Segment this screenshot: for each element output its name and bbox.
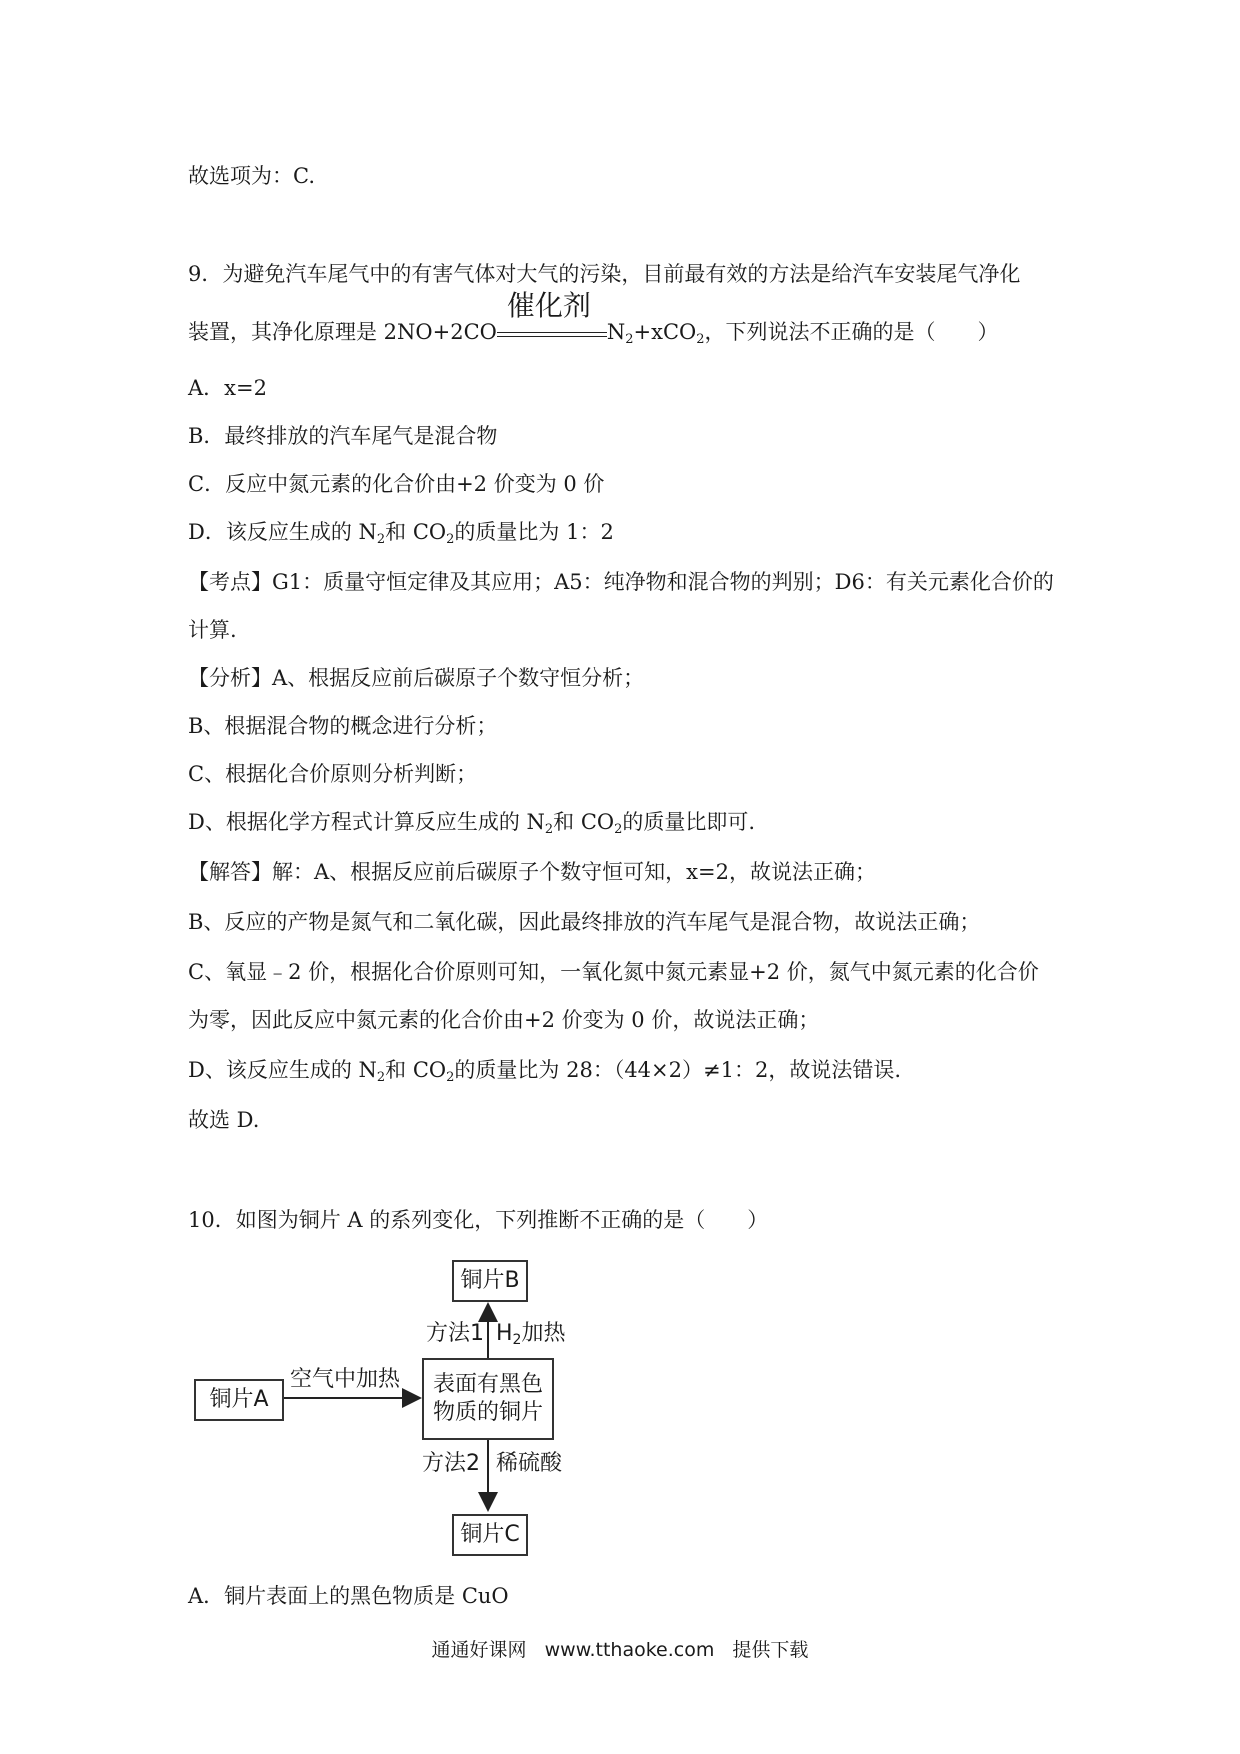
- kaodian-line1: 【考点】G1：质量守恒定律及其应用；A5：纯净物和混合物的判别；D6：有关元素化合价的: [188, 570, 1054, 594]
- q9-xco: +xCO: [633, 320, 697, 344]
- box-copper-a: 铜片A: [194, 1379, 284, 1421]
- q9-option-d: [188, 518, 614, 554]
- jieda-line2: B、反应的产物是氮气和二氧化碳，因此最终排放的汽车尾气是混合物，故说法正确；: [188, 910, 981, 934]
- label-h2-heating: [496, 1316, 565, 1348]
- jieda-line1: 【解答】解：A、根据反应前后碳原子个数守恒可知，x=2，故说法正确；: [188, 860, 876, 884]
- q9-stem-line1: 9．为避免汽车尾气中的有害气体对大气的污染，目前最有效的方法是给汽车安装尾气净化: [188, 262, 1021, 286]
- text: H: [496, 1321, 513, 1346]
- fenxi-line2: B、根据混合物的概念进行分析；: [188, 714, 498, 738]
- box-black-copper: [422, 1358, 554, 1440]
- page-footer: [0, 1635, 1240, 1662]
- fenxi-line1: 【分析】A、根据反应前后碳原子个数守恒分析；: [188, 666, 645, 690]
- text: 的质量比即可.: [622, 810, 756, 834]
- q9-option-b: B．最终排放的汽车尾气是混合物: [188, 424, 498, 448]
- q9-option-c: C．反应中氮元素的化合价由+2 价变为 0 价: [188, 472, 605, 496]
- copper-flow-diagram: [190, 1258, 570, 1558]
- q9-option-a: A．x=2: [188, 376, 267, 400]
- label-method2: 方法2: [422, 1451, 480, 1476]
- jieda-line3: C、氧显﹣2 价，根据化合价原则可知，一氧化氮中氮元素显+2 价，氮气中氮元素的化合价: [188, 960, 1039, 984]
- catalyst-label: 催化剂: [506, 289, 591, 322]
- subscript: 2: [376, 532, 386, 547]
- label-air-heating: 空气中加热: [290, 1367, 401, 1392]
- text: D．该反应生成的 N: [188, 520, 377, 544]
- q9-stem-line2: [188, 289, 999, 354]
- catalyst-arrow: [497, 289, 607, 346]
- q9-question: ，下列说法不正确的是（ ）: [704, 320, 999, 344]
- fenxi-line3: C、根据化合价原则分析判断；: [188, 762, 478, 786]
- subscript: 2: [614, 822, 623, 837]
- q9-n: N: [606, 320, 626, 344]
- fenxi-line4: [188, 808, 755, 844]
- subscript: 2: [625, 332, 634, 347]
- footer-url[interactable]: www.tthaoke.com: [544, 1639, 715, 1661]
- text: D、根据化学方程式计算反应生成的 N: [188, 810, 545, 834]
- text: 加热: [521, 1321, 566, 1346]
- subscript: 2: [446, 1070, 455, 1085]
- label-method1: 方法1: [426, 1321, 484, 1346]
- kaodian-line2: 计算.: [188, 618, 237, 642]
- text: 表面有黑色: [432, 1372, 543, 1397]
- text: 的质量比为 28：（44×2）≠1：2，故说法错误.: [454, 1058, 901, 1082]
- text: 和 CO: [385, 520, 447, 544]
- text: 的质量比为 1：2: [454, 520, 614, 544]
- box-copper-b: 铜片B: [452, 1260, 528, 1302]
- subscript: 2: [512, 1332, 522, 1348]
- q9-reactants: 装置，其净化原理是 2NO+2CO: [188, 320, 497, 344]
- box-copper-c: 铜片C: [452, 1514, 528, 1556]
- q10-stem: 10．如图为铜片 A 的系列变化，下列推断不正确的是（ ）: [188, 1208, 769, 1232]
- subscript: 2: [696, 332, 705, 347]
- footer-download-text: 提供下载: [732, 1639, 809, 1661]
- text: 和 CO: [553, 810, 615, 834]
- subscript: 2: [446, 532, 455, 547]
- jieda-line4: 为零，因此反应中氮元素的化合价由+2 价变为 0 价，故说法正确；: [188, 1008, 820, 1032]
- subscript: 2: [544, 822, 554, 837]
- jieda-line5: [188, 1056, 901, 1092]
- footer-site-name: 通通好课网: [431, 1639, 527, 1661]
- previous-answer: 故选项为：C.: [188, 164, 315, 188]
- q10-option-a: A．铜片表面上的黑色物质是 CuO: [188, 1584, 509, 1608]
- label-dilute-sulfuric-acid: 稀硫酸: [496, 1451, 563, 1476]
- subscript: 2: [376, 1070, 386, 1085]
- text: 物质的铜片: [432, 1400, 543, 1425]
- text: D、该反应生成的 N: [188, 1058, 377, 1082]
- text: 和 CO: [385, 1058, 447, 1082]
- jieda-line6: 故选 D.: [188, 1108, 260, 1132]
